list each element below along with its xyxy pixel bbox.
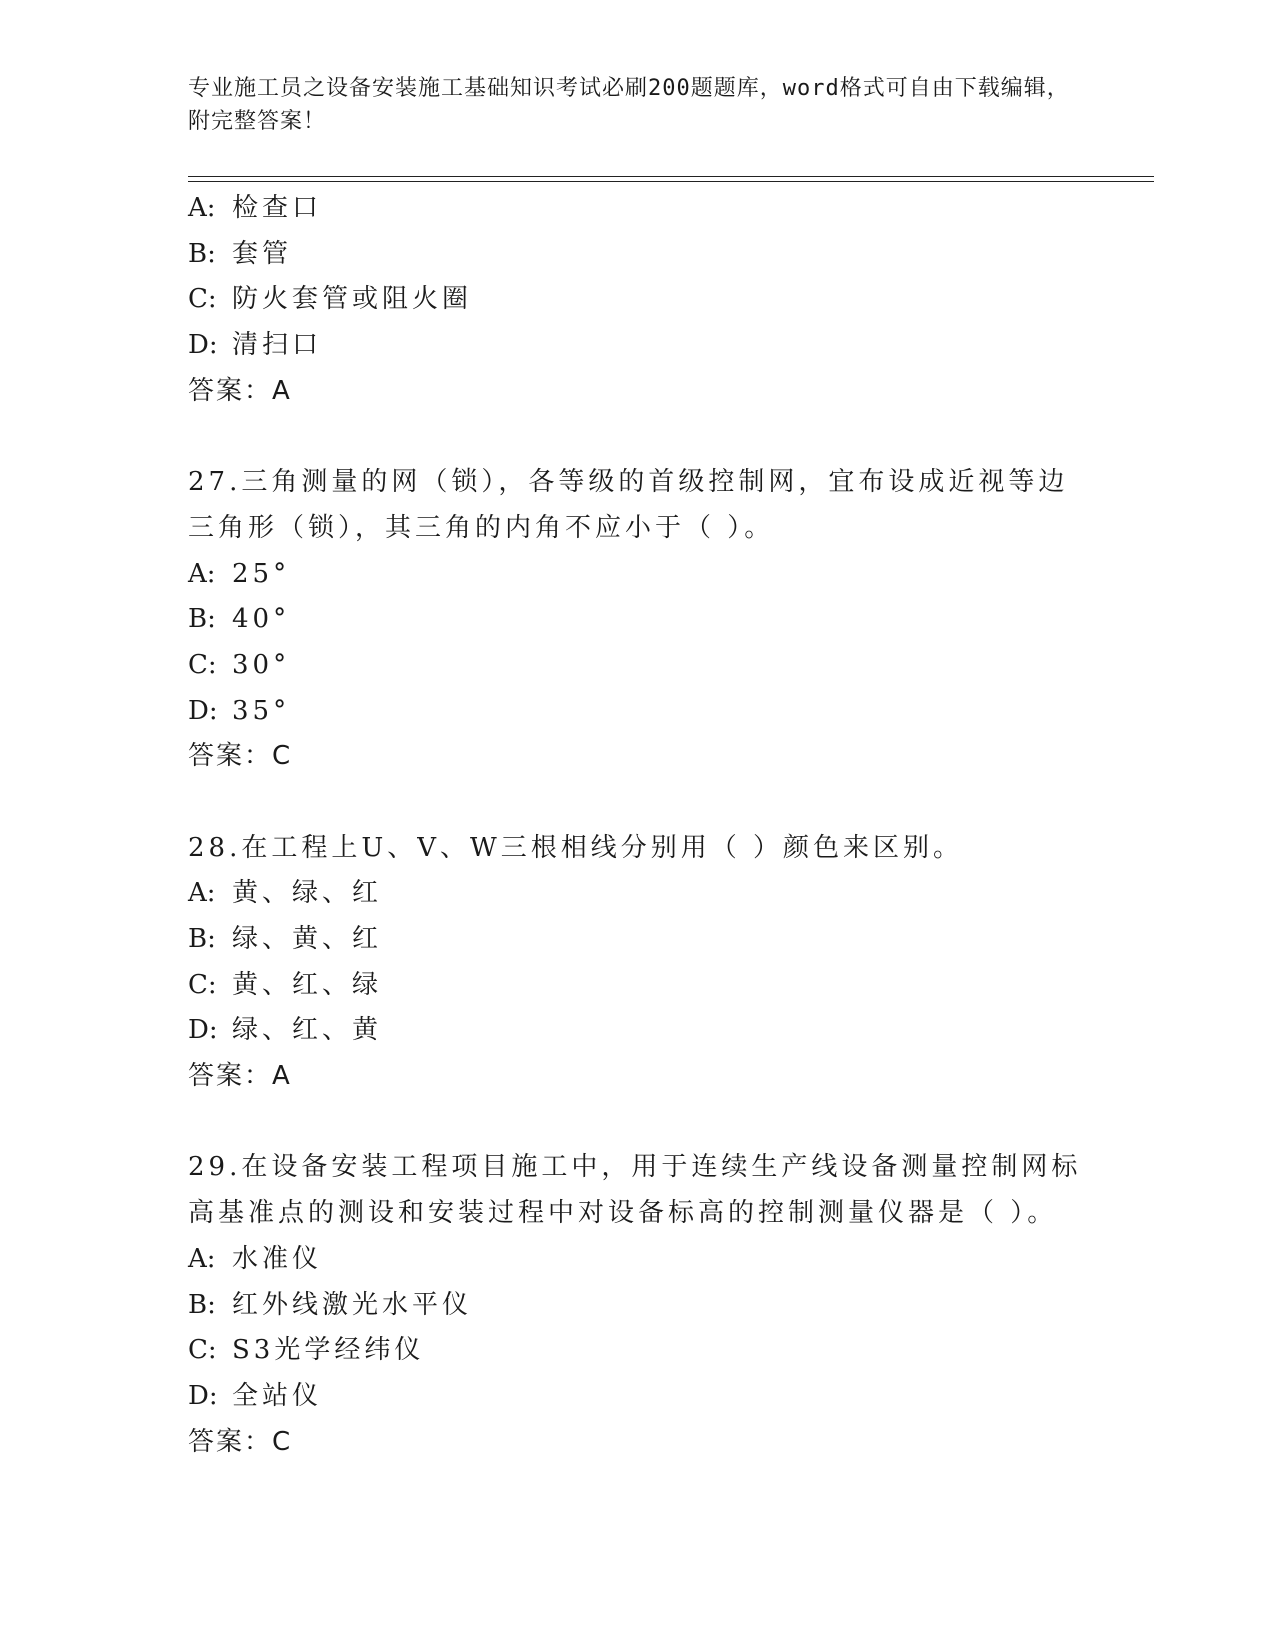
answer-line: 答案：A xyxy=(188,1061,292,1092)
option-b xyxy=(188,232,1088,278)
option-c xyxy=(188,643,1088,689)
option-c xyxy=(188,277,1088,323)
option-label: A: xyxy=(188,193,216,223)
option-a xyxy=(188,1237,1088,1283)
page-header: 专业施工员之设备安装施工基础知识考试必刷200题题库，word格式可自由下载编辑，附完整答案！ xyxy=(188,76,1070,134)
option-label: B: xyxy=(188,604,216,635)
answer-line: 答案：A xyxy=(188,375,292,406)
question-block-27 xyxy=(188,460,1088,780)
option-text: 25° xyxy=(232,558,291,589)
option-a xyxy=(188,552,1088,598)
option-text: 30° xyxy=(232,649,291,680)
question-stem: 28.在工程上U、V、W三根相线分别用（ ）颜色来区别。 xyxy=(188,832,964,863)
option-d xyxy=(188,689,1088,735)
option-label: D: xyxy=(188,330,218,361)
answer-line: 答案：C xyxy=(188,1426,293,1457)
question-block-29 xyxy=(188,1145,1088,1465)
option-b xyxy=(188,1283,1088,1329)
option-text: 绿、黄、红 xyxy=(232,924,383,955)
option-text: S3光学经纬仪 xyxy=(232,1335,425,1366)
option-c xyxy=(188,963,1088,1009)
option-d xyxy=(188,1374,1088,1420)
option-label: C: xyxy=(188,284,217,315)
option-text: 防火套管或阻火圈 xyxy=(232,284,473,315)
option-text: 套管 xyxy=(232,238,293,269)
option-label: D: xyxy=(188,1380,218,1411)
option-text: 清扫口 xyxy=(232,330,323,361)
option-text: 全站仪 xyxy=(232,1380,323,1411)
option-label: A: xyxy=(188,878,216,909)
option-label: D: xyxy=(188,1015,218,1046)
option-c xyxy=(188,1328,1088,1374)
option-text: 检查口 xyxy=(232,193,323,223)
option-text: 黄、红、绿 xyxy=(232,969,383,1000)
option-label: A: xyxy=(188,1243,216,1274)
option-text: 40° xyxy=(232,604,291,635)
option-label: C: xyxy=(188,649,217,680)
option-label: C: xyxy=(188,969,217,1000)
option-d xyxy=(188,1008,1088,1054)
option-a xyxy=(188,186,1088,232)
option-text: 绿、红、黄 xyxy=(232,1015,383,1046)
option-text: 35° xyxy=(232,695,291,726)
option-text: 水准仪 xyxy=(232,1243,323,1274)
option-d xyxy=(188,323,1088,369)
option-label: D: xyxy=(188,695,218,726)
option-b xyxy=(188,917,1088,963)
option-label: B: xyxy=(188,1289,216,1320)
header-divider-top xyxy=(188,176,1154,177)
question-stem: 29.在设备安装工程项目施工中，用于连续生产线设备测量控制网标高基准点的测设和安装过程中对设备标高的控制测量仪器是（ ）。 xyxy=(188,1152,1082,1229)
answer-line: 答案：C xyxy=(188,741,293,772)
question-block-26 xyxy=(188,186,1088,414)
question-content xyxy=(188,186,1088,1465)
question-stem: 27.三角测量的网（锁），各等级的首级控制网，宜布设成近视等边三角形（锁），其三角的内角不应小于（ ）。 xyxy=(188,467,1069,543)
option-label: A: xyxy=(188,558,216,589)
option-b xyxy=(188,597,1088,643)
question-block-28 xyxy=(188,826,1088,1100)
header-divider-bottom xyxy=(188,181,1154,182)
option-label: C: xyxy=(188,1335,217,1366)
option-text: 黄、绿、红 xyxy=(232,878,383,909)
option-text: 红外线激光水平仪 xyxy=(232,1289,473,1320)
option-label: B: xyxy=(188,924,216,955)
option-label: B: xyxy=(188,238,216,269)
option-a xyxy=(188,871,1088,917)
